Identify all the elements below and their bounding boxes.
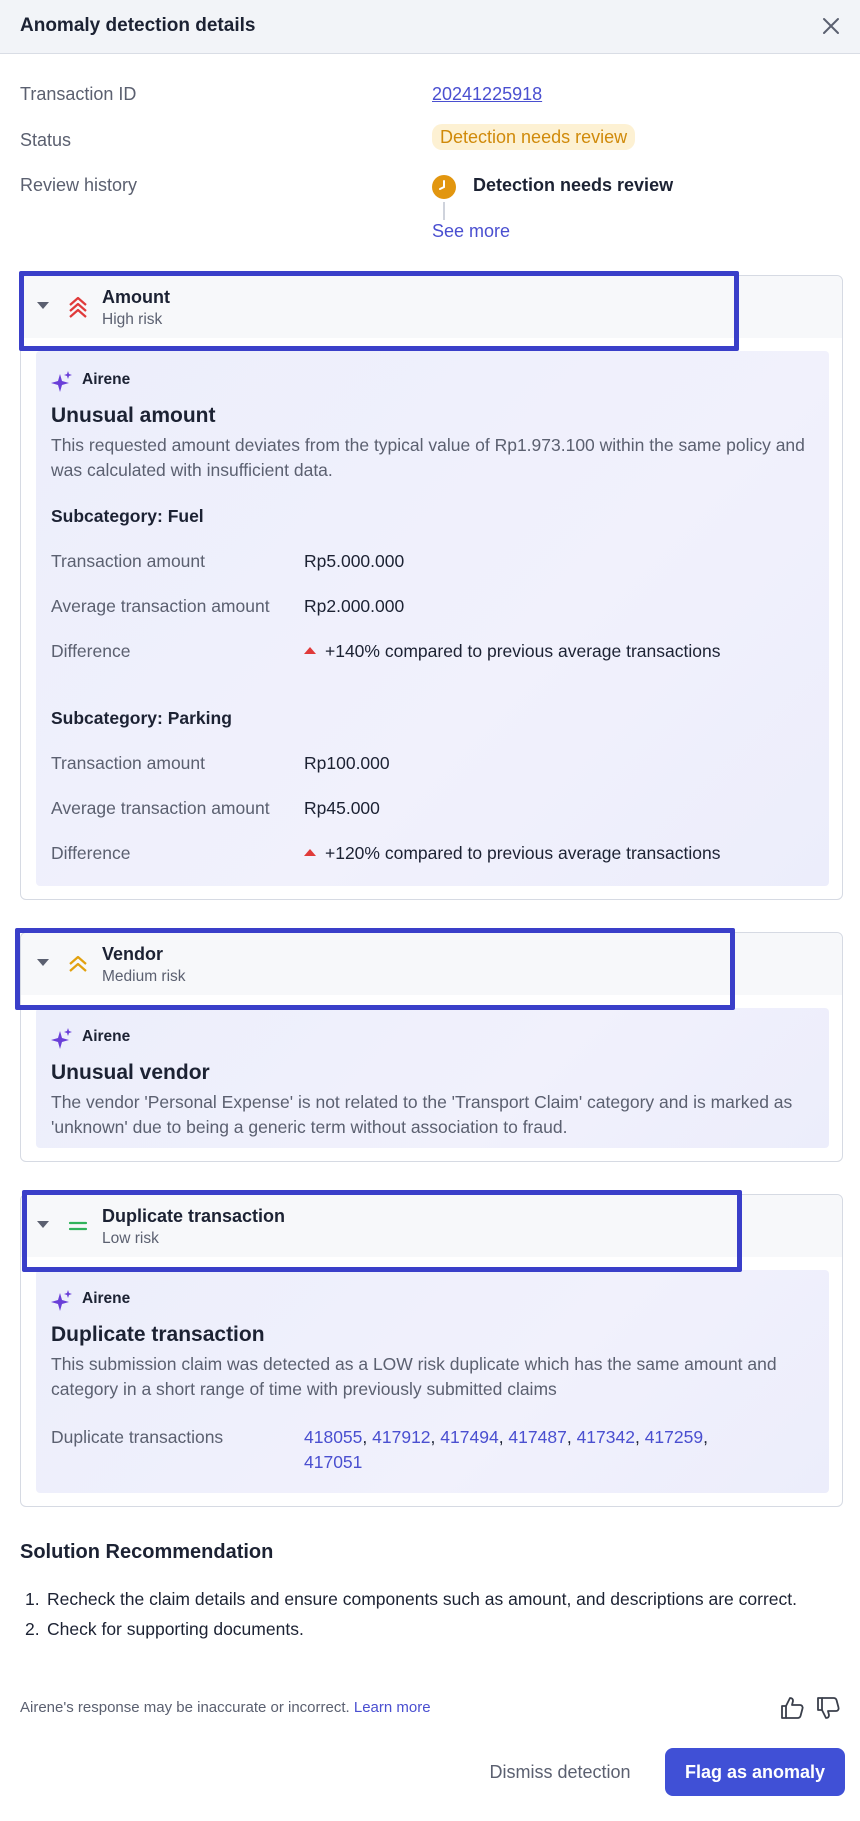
duplicate-card-header[interactable]: [21, 1195, 842, 1257]
status-badge: Detection needs review: [432, 124, 635, 150]
solution-list: [20, 1584, 820, 1644]
panel-title: Anomaly detection details: [20, 15, 256, 36]
close-icon[interactable]: [816, 11, 846, 41]
ai-analysis-panel: [36, 351, 829, 886]
ai-disclaimer: [20, 1699, 431, 1716]
vendor-card-header[interactable]: [21, 933, 842, 995]
solution-item: [20, 1614, 820, 1644]
ai-brand-name: Airene: [82, 1290, 131, 1307]
solution-item-text: Check for supporting documents.: [47, 1619, 304, 1639]
transaction-amount-label: Transaction amount: [51, 753, 206, 773]
sparkle-icon: [51, 1028, 73, 1050]
duplicate-transaction-link[interactable]: 417494: [440, 1427, 499, 1447]
chevron-down-icon[interactable]: [37, 959, 49, 966]
see-more-link[interactable]: See more: [432, 221, 511, 241]
timeline-connector: [443, 202, 445, 220]
sparkle-icon: [51, 371, 73, 393]
transaction-amount-label: Transaction amount: [51, 551, 206, 571]
clock-icon: [432, 175, 456, 199]
low-risk-icon: [67, 1213, 89, 1239]
average-amount-label: Average transaction amount: [51, 596, 270, 616]
chevron-down-icon[interactable]: [37, 1221, 49, 1228]
difference-value: [304, 843, 720, 864]
duplicate-transaction-link[interactable]: 417487: [508, 1427, 567, 1447]
disclaimer-text: Airene's response may be inaccurate or incorrect.: [20, 1699, 350, 1716]
duplicate-transaction-link[interactable]: 417912: [372, 1427, 431, 1447]
status-badge-wrap: [432, 127, 635, 148]
review-history-label: Review history: [20, 175, 138, 195]
ai-analysis-panel: [36, 1270, 829, 1493]
thumbs-up-icon[interactable]: [778, 1694, 806, 1722]
medium-risk-icon: [67, 951, 89, 977]
transaction-id-label: Transaction ID: [20, 84, 137, 104]
learn-more-link[interactable]: Learn more: [353, 1699, 431, 1716]
duplicate-transactions-label: Duplicate transactions: [51, 1427, 224, 1447]
risk-level: Low risk: [102, 1230, 159, 1247]
panel-header: [0, 0, 860, 54]
difference-label: Difference: [51, 843, 131, 863]
difference-text: +120% compared to previous average transactions: [325, 843, 721, 863]
duplicate-transaction-link[interactable]: 417259: [644, 1427, 704, 1447]
amount-card-header[interactable]: [21, 276, 842, 338]
ai-analysis-panel: [36, 1008, 829, 1148]
solution-item-text: Recheck the claim details and ensure components such as amount, and descriptions are correct.: [47, 1589, 797, 1609]
subcategory-title: Subcategory: Parking: [51, 708, 232, 728]
sparkle-icon: [51, 1290, 73, 1312]
increase-arrow-icon: [304, 647, 316, 654]
ai-finding-description: The vendor 'Personal Expense' is not related to the 'Transport Claim' category and is marked as 'unknown' due to being a generic term without association to fraud.: [51, 1092, 793, 1137]
ai-finding-description: This requested amount deviates from the typical value of Rp1.973.100 within the same policy and was calculated with insufficient data.: [51, 435, 805, 480]
high-risk-icon: [67, 294, 89, 320]
duplicate-transaction-link[interactable]: 417342: [576, 1427, 635, 1447]
card-title: Duplicate transaction: [102, 1206, 286, 1226]
average-amount-label: Average transaction amount: [51, 798, 270, 818]
risk-level: High risk: [102, 311, 163, 328]
solution-title: Solution Recommendation: [20, 1541, 274, 1563]
duplicate-risk-card: [20, 1194, 843, 1507]
chevron-down-icon[interactable]: [37, 302, 49, 309]
review-history-status: Detection needs review: [473, 175, 674, 195]
ai-brand-name: Airene: [82, 371, 131, 388]
vendor-risk-card: [20, 932, 843, 1162]
dismiss-detection-button[interactable]: Dismiss detection: [472, 1750, 648, 1794]
ai-brand-name: Airene: [82, 1028, 131, 1045]
solution-item: [20, 1584, 820, 1614]
duplicate-transaction-list: 418055, 417912, 417494, 417487, 417342, 417259, 417051: [304, 1427, 708, 1472]
transaction-amount-value: Rp100.000: [304, 753, 390, 773]
average-amount-value: Rp2.000.000: [304, 596, 405, 616]
difference-text: +140% compared to previous average transactions: [325, 641, 721, 661]
duplicate-transaction-link[interactable]: 418055: [304, 1427, 363, 1447]
duplicate-transaction-link[interactable]: 417051: [304, 1452, 363, 1472]
ai-finding-title: Unusual vendor: [51, 1061, 210, 1084]
subcategory-title: Subcategory: Fuel: [51, 506, 204, 526]
difference-value: [304, 641, 720, 662]
transaction-amount-value: Rp5.000.000: [304, 551, 405, 571]
ai-finding-description: This submission claim was detected as a LOW risk duplicate which has the same amount and category in a short range of time with previously submitted claims: [51, 1354, 777, 1399]
amount-risk-card: [20, 275, 843, 900]
risk-level: Medium risk: [102, 968, 186, 985]
difference-label: Difference: [51, 641, 131, 661]
thumbs-down-icon[interactable]: [814, 1694, 842, 1722]
average-amount-value: Rp45.000: [304, 798, 380, 818]
solution-item-number: 1.: [25, 1589, 40, 1609]
card-title: Vendor: [102, 944, 164, 964]
ai-finding-title: Duplicate transaction: [51, 1323, 265, 1346]
status-label: Status: [20, 130, 72, 150]
card-title: Amount: [102, 287, 170, 307]
increase-arrow-icon: [304, 849, 316, 856]
ai-finding-title: Unusual amount: [51, 404, 216, 427]
solution-item-number: 2.: [25, 1619, 40, 1639]
transaction-id-link[interactable]: 20241225918: [432, 84, 543, 104]
flag-as-anomaly-button[interactable]: Flag as anomaly: [665, 1748, 845, 1796]
